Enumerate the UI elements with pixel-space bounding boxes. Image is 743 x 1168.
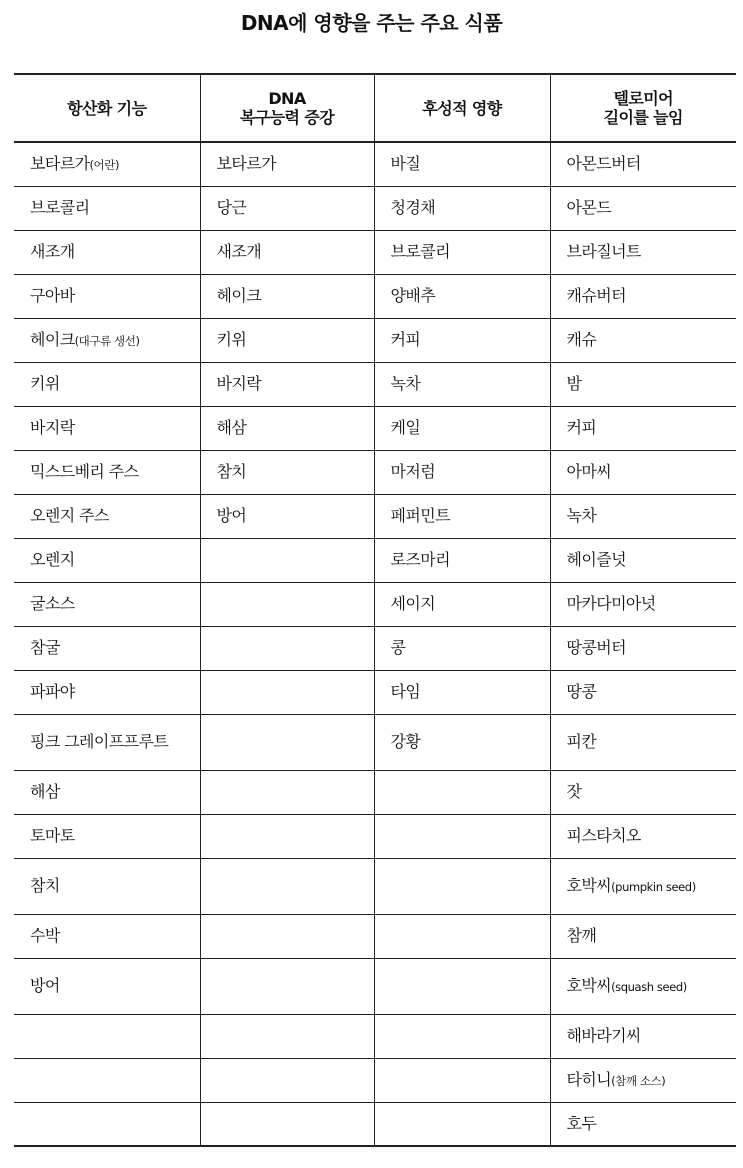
table-cell-dna-repair: 새조개: [200, 230, 374, 274]
header-row: [14, 74, 736, 142]
table-cell-telomere: 피스타치오: [550, 814, 736, 858]
table-cell-dna-repair: 바지락: [200, 362, 374, 406]
table-row: [14, 142, 736, 186]
table-cell-telomere: 브라질너트: [550, 230, 736, 274]
table-cell-dna-repair: 당근: [200, 186, 374, 230]
table-row: [14, 450, 736, 494]
table-row: [14, 958, 736, 1014]
table-cell-epigenetic: [374, 914, 550, 958]
table-cell-antioxidant: 핑크 그레이프프루트: [14, 714, 200, 770]
table-cell-telomere: 호박씨(pumpkin seed): [550, 858, 736, 914]
table-row: [14, 914, 736, 958]
table-cell-telomere: 캐슈버터: [550, 274, 736, 318]
table-row: [14, 274, 736, 318]
table-row: [14, 670, 736, 714]
table-cell-telomere: 마카다미아넛: [550, 582, 736, 626]
table-row: [14, 582, 736, 626]
table-cell-antioxidant: 새조개: [14, 230, 200, 274]
table-row: [14, 1102, 736, 1146]
table-cell-telomere: 아몬드버터: [550, 142, 736, 186]
table-cell-dna-repair: [200, 670, 374, 714]
table-cell-antioxidant: [14, 1058, 200, 1102]
table-row: [14, 494, 736, 538]
table-cell-epigenetic: 세이지: [374, 582, 550, 626]
column-header-epigenetic: 후성적 영향: [374, 74, 550, 142]
table-cell-telomere: 피칸: [550, 714, 736, 770]
table-cell-epigenetic: 케일: [374, 406, 550, 450]
table-cell-telomere: 땅콩버터: [550, 626, 736, 670]
page-title: DNA에 영향을 주는 주요 식품: [240, 11, 503, 35]
table-cell-antioxidant: 토마토: [14, 814, 200, 858]
table-cell-antioxidant: 오렌지 주스: [14, 494, 200, 538]
table-cell-antioxidant: 헤이크(대구류 생선): [14, 318, 200, 362]
table-cell-dna-repair: [200, 814, 374, 858]
table-cell-epigenetic: [374, 858, 550, 914]
table-cell-dna-repair: [200, 770, 374, 814]
table-cell-epigenetic: 페퍼민트: [374, 494, 550, 538]
table-row: [14, 406, 736, 450]
table-cell-dna-repair: [200, 714, 374, 770]
table-cell-dna-repair: 방어: [200, 494, 374, 538]
table-row: [14, 362, 736, 406]
table-cell-dna-repair: [200, 958, 374, 1014]
table-cell-antioxidant: 바지락: [14, 406, 200, 450]
table-body: [14, 142, 736, 1146]
table-cell-dna-repair: [200, 858, 374, 914]
table-row: [14, 714, 736, 770]
table-cell-antioxidant: 해삼: [14, 770, 200, 814]
table-cell-epigenetic: 녹차: [374, 362, 550, 406]
table-row: [14, 770, 736, 814]
table-cell-dna-repair: [200, 1102, 374, 1146]
table-cell-dna-repair: 보타르가: [200, 142, 374, 186]
table-cell-antioxidant: [14, 1014, 200, 1058]
table-cell-epigenetic: [374, 814, 550, 858]
table-cell-telomere: 땅콩: [550, 670, 736, 714]
table-cell-telomere: 캐슈: [550, 318, 736, 362]
table-cell-telomere: 녹차: [550, 494, 736, 538]
table-cell-antioxidant: [14, 1102, 200, 1146]
column-header-telomere: 텔로미어 길이를 늘임: [550, 74, 736, 142]
table-cell-epigenetic: 바질: [374, 142, 550, 186]
table-cell-epigenetic: 청경채: [374, 186, 550, 230]
table-cell-epigenetic: 커피: [374, 318, 550, 362]
table-cell-dna-repair: [200, 538, 374, 582]
table-cell-telomere: 커피: [550, 406, 736, 450]
table-cell-epigenetic: 콩: [374, 626, 550, 670]
table-cell-telomere: 참깨: [550, 914, 736, 958]
table-cell-telomere: 아마씨: [550, 450, 736, 494]
table-cell-epigenetic: [374, 1102, 550, 1146]
table-cell-epigenetic: 양배추: [374, 274, 550, 318]
table-cell-telomere: 아몬드: [550, 186, 736, 230]
table-row: [14, 318, 736, 362]
table-cell-dna-repair: 키위: [200, 318, 374, 362]
table-cell-telomere: 잣: [550, 770, 736, 814]
table-cell-antioxidant: 참치: [14, 858, 200, 914]
table-row: [14, 1014, 736, 1058]
table-cell-dna-repair: [200, 914, 374, 958]
table-row: [14, 1058, 736, 1102]
table-cell-epigenetic: 타임: [374, 670, 550, 714]
table-cell-telomere: 헤이즐넛: [550, 538, 736, 582]
table-cell-antioxidant: 보타르가(어란): [14, 142, 200, 186]
table-cell-antioxidant: 수박: [14, 914, 200, 958]
table-cell-dna-repair: [200, 626, 374, 670]
column-header-dna-repair: DNA 복구능력 증강: [200, 74, 374, 142]
table-cell-antioxidant: 파파야: [14, 670, 200, 714]
table-cell-dna-repair: [200, 582, 374, 626]
column-header-antioxidant: 항산화 기능: [14, 74, 200, 142]
table-cell-dna-repair: 헤이크: [200, 274, 374, 318]
table-cell-dna-repair: [200, 1014, 374, 1058]
table-cell-antioxidant: 브로콜리: [14, 186, 200, 230]
table-cell-antioxidant: 참굴: [14, 626, 200, 670]
table-row: [14, 538, 736, 582]
table-cell-epigenetic: 마저럼: [374, 450, 550, 494]
table-cell-epigenetic: 강황: [374, 714, 550, 770]
table-cell-antioxidant: 믹스드베리 주스: [14, 450, 200, 494]
table-cell-epigenetic: [374, 1058, 550, 1102]
table-row: [14, 230, 736, 274]
table-cell-antioxidant: 오렌지: [14, 538, 200, 582]
table-cell-epigenetic: [374, 1014, 550, 1058]
table-cell-antioxidant: 구아바: [14, 274, 200, 318]
table-cell-epigenetic: [374, 770, 550, 814]
table-cell-telomere: 타히니(참깨 소스): [550, 1058, 736, 1102]
table-row: [14, 186, 736, 230]
table-cell-epigenetic: 로즈마리: [374, 538, 550, 582]
table-cell-telomere: 해바라기씨: [550, 1014, 736, 1058]
table-row: [14, 814, 736, 858]
table-row: [14, 858, 736, 914]
table-row: [14, 626, 736, 670]
table-cell-telomere: 호두: [550, 1102, 736, 1146]
table-cell-telomere: 밤: [550, 362, 736, 406]
food-table: [14, 73, 736, 1147]
table-cell-epigenetic: 브로콜리: [374, 230, 550, 274]
table-cell-antioxidant: 굴소스: [14, 582, 200, 626]
table-cell-dna-repair: 참치: [200, 450, 374, 494]
table-cell-dna-repair: [200, 1058, 374, 1102]
table-cell-epigenetic: [374, 958, 550, 1014]
table-cell-antioxidant: 키위: [14, 362, 200, 406]
table-cell-antioxidant: 방어: [14, 958, 200, 1014]
table-cell-dna-repair: 해삼: [200, 406, 374, 450]
table-cell-telomere: 호박씨(squash seed): [550, 958, 736, 1014]
